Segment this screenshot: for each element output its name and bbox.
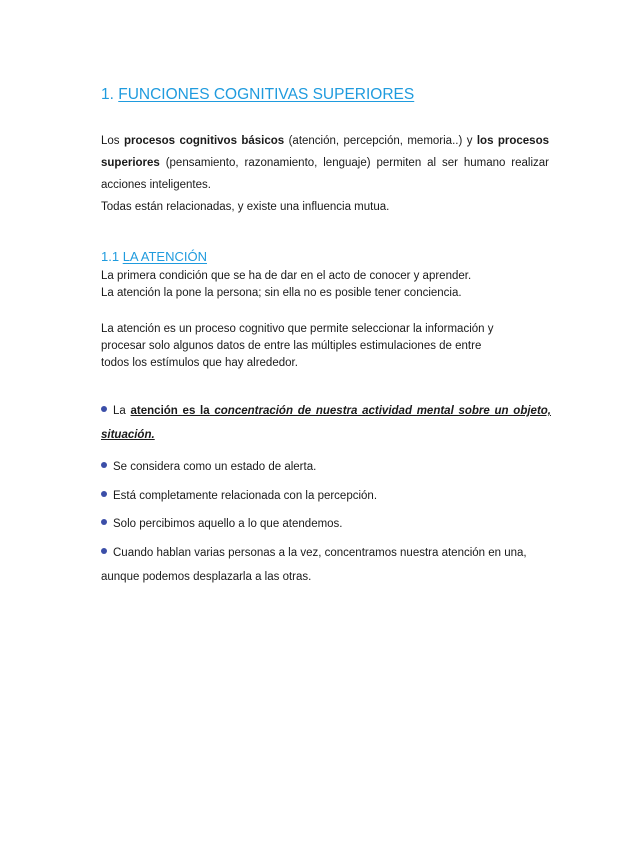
intro-text: (atención, percepción, memoria..) y <box>284 135 477 147</box>
bullet-dot-icon <box>101 548 107 554</box>
subsection-number: 1.1 <box>101 249 120 264</box>
bullet-text: Está completamente relacionada con la percepción. <box>113 490 378 502</box>
bullet-text: La <box>113 405 131 417</box>
bullet-dot-icon <box>101 519 107 525</box>
text-line: procesar solo algunos datos de entre las múltiples estimulaciones de entre <box>101 340 482 352</box>
section-heading-1 <box>101 86 414 104</box>
text-line: La atención la pone la persona; sin ella no es posible tener conciencia. <box>101 287 462 299</box>
bullet-dot-icon <box>101 491 107 497</box>
intro-paragraph <box>101 130 549 196</box>
attention-process-paragraph <box>101 321 561 372</box>
bullet-item <box>101 541 551 589</box>
attention-definition <box>101 268 561 302</box>
intro-bold-basic: procesos cognitivos básicos <box>123 135 285 147</box>
bullet-item <box>101 512 551 536</box>
bullet-text: Cuando hablan varias personas a la vez, concentramos nuestra atención en una, aunque podemos desplazarla a las otras. <box>101 547 527 583</box>
bullet-dot-icon <box>101 462 107 468</box>
bullet-text-italic: concentración de nuestra actividad mental sobre un objeto, situación. <box>101 405 551 441</box>
intro-relation-line: Todas están relacionadas, y existe una influencia mutua. <box>101 201 390 213</box>
section-number: 1. <box>101 86 114 103</box>
section-title: FUNCIONES COGNITIVAS SUPERIORES <box>118 86 415 103</box>
intro-text: (pensamiento, razonamiento, lenguaje) permiten al ser humano realizar acciones inteligentes. <box>101 157 549 191</box>
text-line: La primera condición que se ha de dar en el acto de conocer y aprender. <box>101 270 472 282</box>
text-line: todos los estímulos que hay alrededor. <box>101 357 298 369</box>
bullet-item <box>101 455 551 479</box>
bullet-text-underlined: atención es la <box>130 405 210 417</box>
bullet-item <box>101 399 551 447</box>
subsection-title: LA ATENCIÓN <box>122 249 207 264</box>
section-heading-2 <box>101 249 207 264</box>
text-line: La atención es un proceso cognitivo que permite seleccionar la información y <box>101 323 494 335</box>
bullet-text: Solo percibimos aquello a lo que atendemos. <box>113 518 343 530</box>
bullet-item <box>101 484 551 508</box>
bullet-dot-icon <box>101 406 107 412</box>
intro-bold-superior: los procesos superiores <box>101 135 549 169</box>
intro-text: Los <box>101 135 124 147</box>
bullet-text: Se considera como un estado de alerta. <box>113 461 317 473</box>
